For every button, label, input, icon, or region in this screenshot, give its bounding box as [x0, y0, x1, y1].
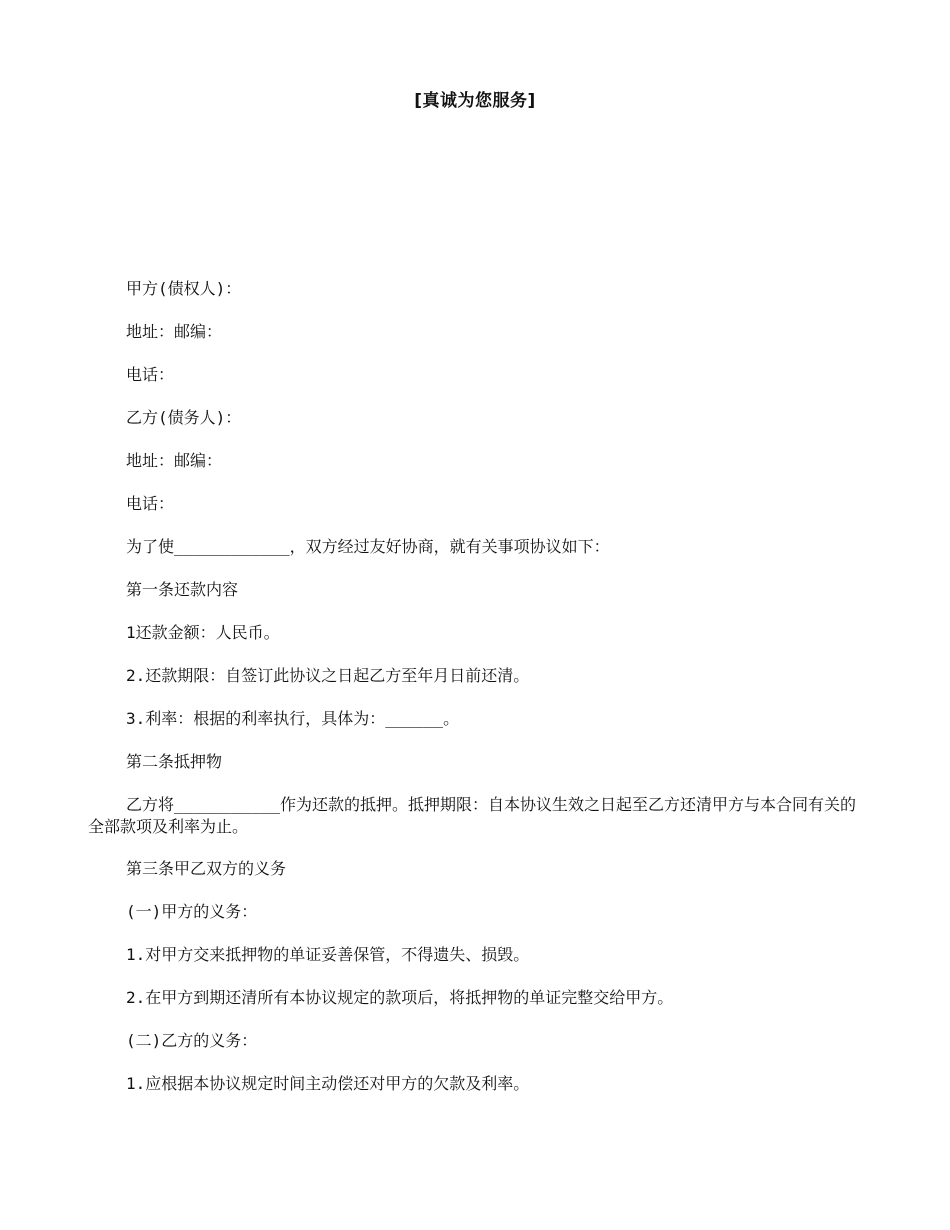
party-b-duties-heading: (二)乙方的义务： — [126, 1031, 258, 1050]
article-1-heading: 第一条还款内容 — [126, 580, 239, 599]
party-a-duty-2: 2.在甲方到期还清所有本协议规定的款项后，将抵押物的单证完整交给甲方。 — [126, 988, 674, 1007]
party-a-duties-heading: (一)甲方的义务： — [126, 902, 258, 921]
document-body — [88, 278, 858, 1116]
article-1-item-3: 3.利率：根据的利率执行，具体为：______。 — [126, 709, 460, 728]
article-2-heading: 第二条抵押物 — [126, 752, 223, 771]
party-a-duty-1: 1.对甲方交来抵押物的单证妥善保管，不得遗失、损毁。 — [126, 945, 530, 964]
creditor-label: 甲方(债权人)： — [126, 279, 242, 298]
article-1-item-1: 1还款金额：人民币。 — [126, 623, 280, 642]
debtor-address: 地址：邮编： — [126, 451, 223, 470]
party-b-duty-1: 1.应根据本协议规定时间主动偿还对甲方的欠款及利率。 — [126, 1074, 530, 1093]
debtor-phone: 电话： — [126, 494, 175, 513]
debtor-label: 乙方(债务人)： — [126, 408, 242, 427]
creditor-address: 地址：邮编： — [126, 322, 223, 341]
creditor-phone: 电话： — [126, 365, 175, 384]
article-1-item-2: 2.还款期限：自签订此协议之日起乙方至年月日前还清。 — [126, 666, 530, 685]
article-2-body: 乙方将___________作为还款的抵押。抵押期限：自本协议生效之日起至乙方还清甲方与本合同有关的全部款项及利率为止。 — [88, 795, 856, 836]
document-header: [真诚为您服务] — [414, 91, 536, 111]
article-3-heading: 第三条甲乙双方的义务 — [126, 859, 287, 878]
preamble: 为了使____________，双方经过友好协商，就有关事项协议如下： — [126, 537, 610, 556]
